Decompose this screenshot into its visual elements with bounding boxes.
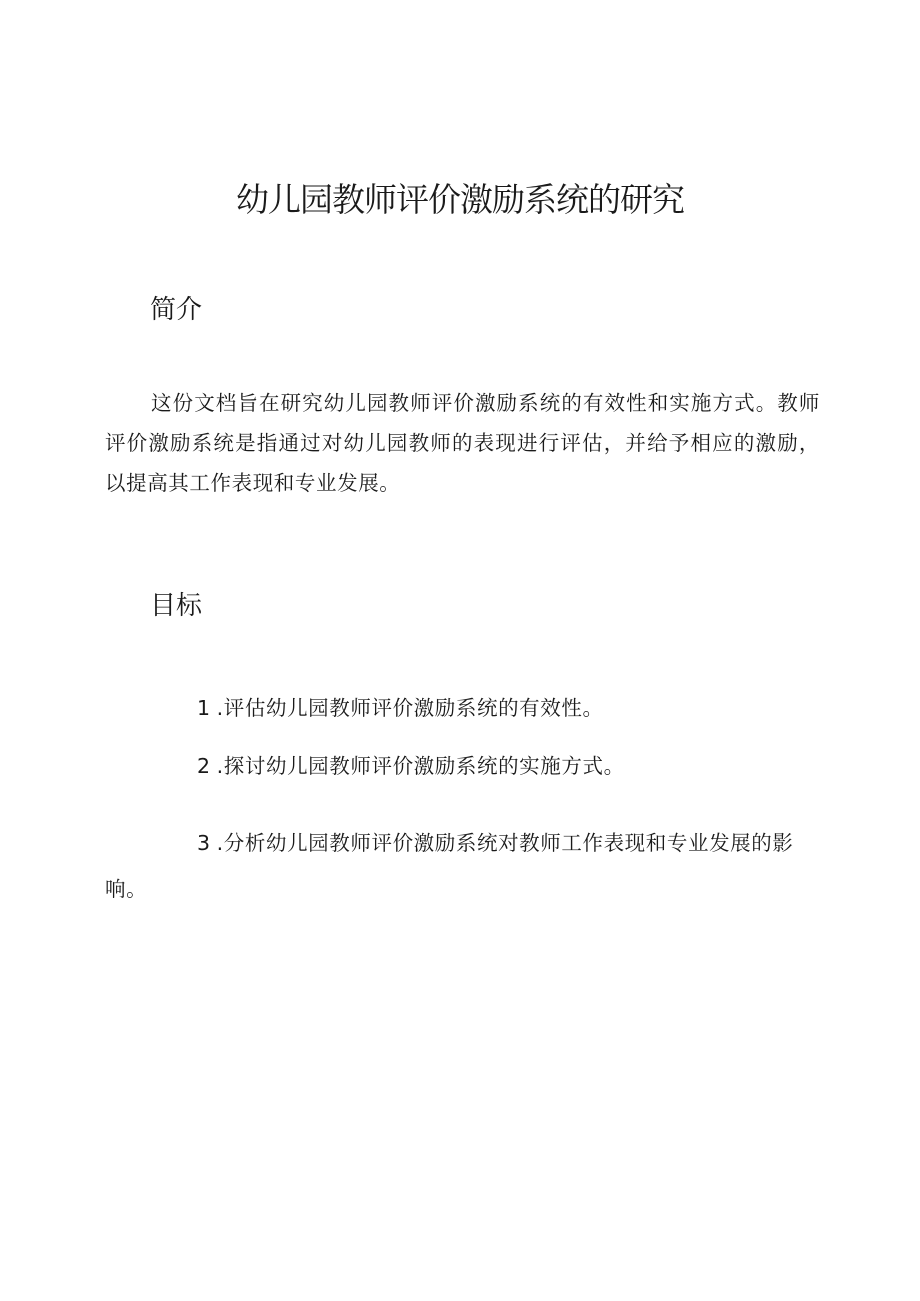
goal-item-3	[105, 820, 820, 912]
goal-text: .探讨幼儿园教师评价激励系统的实施方式。	[216, 754, 625, 778]
intro-heading: 简介	[150, 295, 203, 325]
goal-text: .评估幼儿园教师评价激励系统的有效性。	[216, 696, 604, 720]
document-title: 幼儿园教师评价激励系统的研究	[236, 180, 684, 219]
goal-item-1	[105, 688, 820, 728]
goal-number: 1	[197, 696, 211, 720]
goal-number: 3	[197, 831, 211, 855]
goal-number: 2	[197, 754, 211, 778]
goal-text: .分析幼儿园教师评价激励系统对教师工作表现和专业发展的影响。	[105, 831, 794, 901]
intro-paragraph: 这份文档旨在研究幼儿园教师评价激励系统的有效性和实施方式。教师评价激励系统是指通过对幼儿园教师的表现进行评估，并给予相应的激励，以提高其工作表现和专业发展。	[105, 391, 820, 495]
goals-heading: 目标	[150, 591, 203, 621]
goal-item-2	[105, 746, 820, 786]
